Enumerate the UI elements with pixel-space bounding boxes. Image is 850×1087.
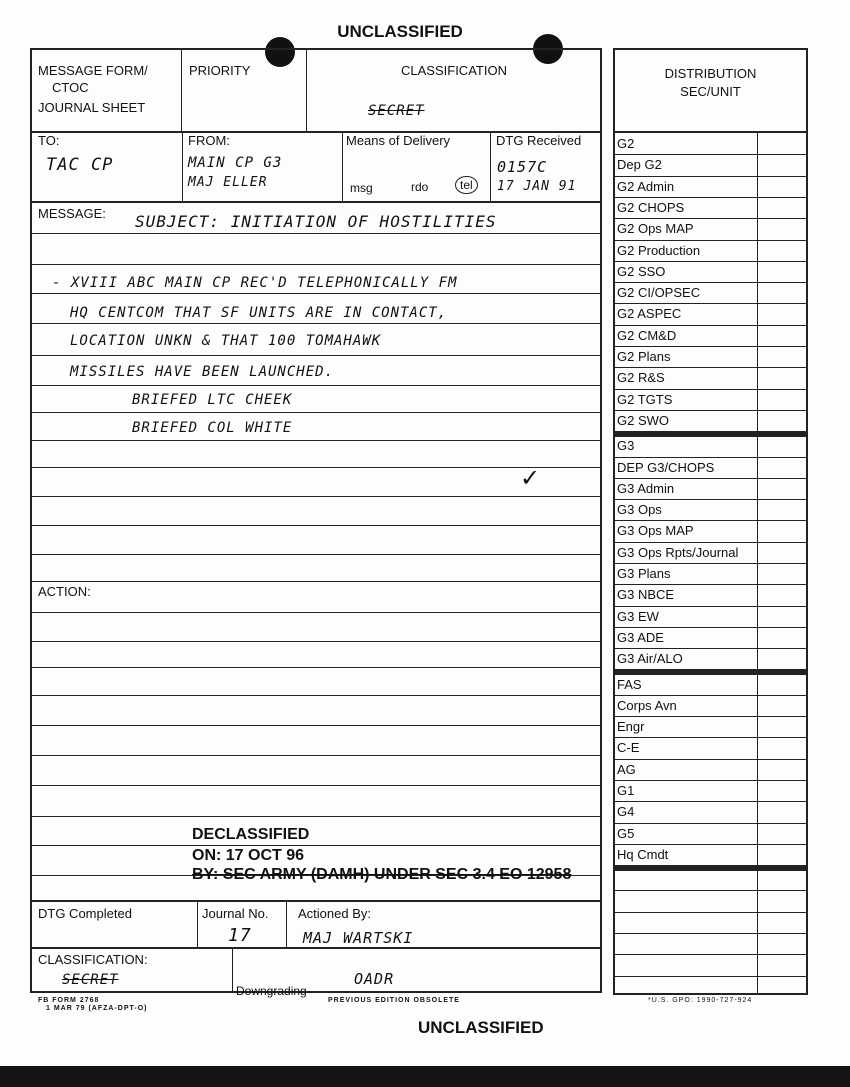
message-rule [30,355,602,356]
message-rule [30,667,602,668]
top-classification-marking: UNCLASSIFIED [337,22,463,41]
distribution-item: G2 Admin [617,178,675,194]
distribution-item: G3 Ops MAP [617,523,694,539]
message-rule [30,385,602,386]
distribution-header-line-1: DISTRIBUTION [664,66,757,81]
message-rule [30,323,602,324]
from-label: FROM: [188,133,230,148]
distribution-item: G2 Plans [617,349,671,364]
distribution-item: G3 ADE [617,629,664,645]
dtg-received-label: DTG Received [496,133,582,148]
distribution-rule [613,912,808,913]
distribution-rule [613,933,808,934]
distribution-item: G2 ASPEC [617,306,682,322]
distribution-item: G2 CI/OPSEC [617,285,701,301]
distribution-header-line-2: SEC/UNIT [680,84,741,99]
distribution-rule [613,890,808,891]
form-date: 1 MAR 79 (AFZA-DPT-O) [46,1005,148,1012]
distribution-item: G3 [617,438,635,454]
journal-number-label: Journal No. [202,906,269,921]
message-line-2: HQ CENTCOM THAT SF UNITS ARE IN CONTACT, [70,305,448,321]
distribution-item: G2 CHOPS [617,199,685,215]
action-label: ACTION: [38,584,91,599]
message-rule [30,755,602,756]
dtg-received-date: 17 JAN 91 [497,179,577,194]
message-rule [30,264,602,265]
message-rule [30,612,602,613]
distribution-item: G3 EW [617,608,659,624]
to-value: TAC CP [46,155,114,175]
message-rule [30,412,602,413]
distribution-item: G4 [617,804,635,820]
message-rule [30,525,602,526]
distribution-item: AG [617,761,636,777]
message-subject: SUBJECT: INITIATION OF HOSTILITIES [135,212,497,231]
actioned-by-label: Actioned By: [298,906,371,921]
distribution-item: G2 TGTS [617,391,673,407]
message-rule [30,233,602,234]
distribution-item: C-E [617,740,640,756]
dtg-completed-label: DTG Completed [38,906,132,921]
priority-label: PRIORITY [189,63,251,78]
form-subtitle-journal: JOURNAL SHEET [38,100,146,115]
distribution-item: Engr [617,719,645,735]
declass-stamp-line-2: ON: 17 OCT 96 [192,847,305,864]
distribution-item: DEP G3/CHOPS [617,459,715,475]
to-label: TO: [38,133,60,148]
message-rule [30,725,602,726]
message-rule [30,641,602,642]
downgrading-value: OADR [354,970,395,988]
declass-stamp-line-1: DECLASSIFIED [192,826,310,843]
message-rule [30,845,602,846]
check-mark-icon: ✓ [520,465,541,492]
delivery-msg: msg [350,181,373,195]
downgrading-label: Downgrading [236,984,307,998]
message-line-6: BRIEFED COL WHITE [132,420,293,436]
journal-number-value: 17 [228,925,252,946]
message-line-3: LOCATION UNKN & THAT 100 TOMAHAWK [70,333,382,349]
message-rule [30,293,602,294]
distribution-item: G2 CM&D [617,327,677,343]
distribution-item: G1 [617,783,635,798]
dtg-received-time: 0157C [497,158,548,176]
message-rule [30,496,602,497]
distribution-item: G5 [617,825,635,841]
classification-value: SECRET [368,103,425,119]
distribution-rule [613,865,808,871]
distribution-item: G2 R&S [617,370,665,386]
footer-classification-value: SECRET [62,972,119,988]
distribution-item: Dep G2 [617,157,662,173]
distribution-item: G2 Production [617,242,701,258]
distribution-item: G2 SWO [617,412,670,428]
bottom-classification-marking: UNCLASSIFIED [418,1018,544,1037]
declass-stamp-line-3: BY: SEC ARMY (DAMH) UNDER SEC 3.4 EO 12958 [192,866,572,883]
message-line-5: BRIEFED LTC CHEEK [132,392,293,408]
distribution-item: Corps Avn [617,697,677,713]
message-rule [30,467,602,468]
distribution-item: G3 Ops [617,502,662,518]
message-rule [30,816,602,817]
gpo-imprint: *U.S. GPO: 1990-727-924 [648,997,753,1004]
form-number: FB FORM 2768 [38,997,100,1004]
previous-edition-note: PREVIOUS EDITION OBSOLETE [328,997,460,1004]
message-rule [30,581,602,582]
distribution-rule [613,954,808,955]
distribution-item: Hq Cmdt [617,846,669,862]
from-line-2: MAJ ELLER [188,175,268,190]
form-subtitle: CTOC [52,80,89,95]
delivery-tel-circled: tel [455,176,478,194]
distribution-item: G3 Ops Rpts/Journal [617,544,739,560]
message-rule [30,695,602,696]
message-rule [30,554,602,555]
message-rule [30,785,602,786]
footer-classification-label: CLASSIFICATION: [38,952,148,967]
distribution-item: G2 Ops MAP [617,221,694,237]
message-line-1: - XVIII ABC MAIN CP REC'D TELEPHONICALLY FM [52,275,458,291]
message-rule [30,440,602,441]
delivery-rdo: rdo [411,180,429,194]
distribution-rule [613,976,808,977]
from-line-1: MAIN CP G3 [188,155,283,171]
distribution-item: FAS [617,676,642,692]
distribution-item: G3 Air/ALO [617,651,683,667]
distribution-item: G3 Admin [617,480,675,496]
classification-label: CLASSIFICATION [401,63,507,78]
means-of-delivery-label: Means of Delivery [346,133,451,148]
actioned-by-value: MAJ WARTSKI [303,929,414,947]
message-line-4: MISSILES HAVE BEEN LAUNCHED. [70,364,335,380]
distribution-item: G3 Plans [617,566,671,581]
message-label: MESSAGE: [38,206,106,221]
distribution-item: G3 NBCE [617,587,675,603]
form-title: MESSAGE FORM/ [38,63,148,78]
distribution-item: G2 SSO [617,263,666,279]
distribution-item: G2 [617,136,635,151]
scan-edge-shadow [0,1066,850,1087]
